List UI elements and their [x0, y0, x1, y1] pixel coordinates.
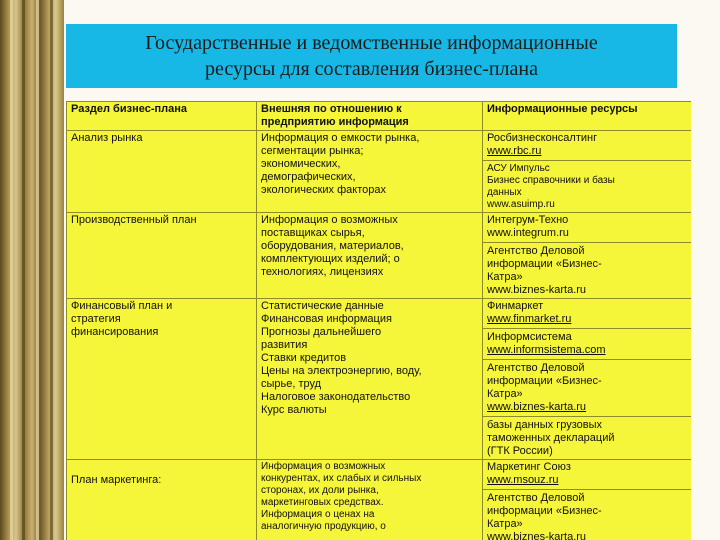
- section-cell: План маркетинга:: [67, 460, 257, 540]
- info-cell: Информация о емкости рынка, сегментации рынка; экономических, демографических, экологических факторах: [257, 131, 483, 213]
- resource-link[interactable]: www.msouz.ru: [487, 474, 559, 486]
- resource-link[interactable]: www.rbc.ru: [487, 145, 542, 157]
- resources-cell: Интегрум-Техно www.integrum.ru Агентство Деловой информации «Бизнес- Катра» www.biznes-karta.ru: [483, 213, 692, 299]
- resources-table-scan: [66, 101, 691, 540]
- section-cell: Анализ рынка: [67, 131, 257, 213]
- slide-title: [145, 30, 597, 82]
- resources-cell: Финмаркет www.finmarket.ru Информсистема www.informsistema.com Агентство Деловой информации «Бизнес- Катра» www.biznes-karta.ru базы данных грузовых таможенных деклараций (ГТК России): [483, 299, 692, 460]
- title-line-2: ресурсы для составления бизнес-плана: [205, 58, 538, 80]
- header-external-info: Внешняя по отношению к предприятию информация: [257, 102, 483, 131]
- resource-link[interactable]: www.asuimp.ru: [487, 199, 555, 210]
- info-cell: Информация о возможных поставщиках сырья, оборудования, материалов, комплектующих изделий; о технологиях, лицензиях: [257, 213, 483, 299]
- resource-link[interactable]: www.informsistema.com: [487, 344, 606, 356]
- resources-table: [66, 101, 691, 540]
- table-row: [67, 299, 692, 460]
- slide-title-banner: [66, 24, 677, 88]
- section-cell: Производственный план: [67, 213, 257, 299]
- resources-cell: Росбизнесконсалтинг www.rbc.ru АСУ Импульс Бизнес справочники и базы данных www.asuimp.ru: [483, 131, 692, 213]
- resource-link[interactable]: www.biznes-karta.ru: [487, 531, 587, 540]
- resources-cell: Маркетинг Союз www.msouz.ru Агентство Деловой информации «Бизнес- Катра» www.biznes-karta.ru: [483, 460, 692, 540]
- decorative-left-rail: [0, 0, 64, 540]
- table-row: [67, 460, 692, 540]
- table-header-row: [67, 102, 692, 131]
- section-cell: Финансовый план и стратегия финансирования: [67, 299, 257, 460]
- table-row: [67, 131, 692, 213]
- table-row: [67, 213, 692, 299]
- resource-link[interactable]: www.finmarket.ru: [487, 313, 572, 325]
- header-section: Раздел бизнес-плана: [67, 102, 257, 131]
- resource-link[interactable]: www.biznes-karta.ru: [487, 401, 587, 413]
- title-line-1: Государственные и ведомственные информационные: [145, 32, 598, 54]
- resource-link[interactable]: www.integrum.ru: [487, 227, 569, 239]
- info-cell: Информация о возможных конкурентах, их слабых и сильных сторонах, их доли рынка, маркетинговых средствах. Информация о ценах на аналогичную продукцию, о: [257, 460, 483, 540]
- info-cell: Статистические данные Финансовая информация Прогнозы дальнейшего развития Ставки кредитов Цены на электроэнергию, воду, сырье, труд Налоговое законодательство Курс валюты: [257, 299, 483, 460]
- header-resources: Информационные ресурсы: [483, 102, 692, 131]
- resource-link[interactable]: www.biznes-karta.ru: [487, 284, 587, 296]
